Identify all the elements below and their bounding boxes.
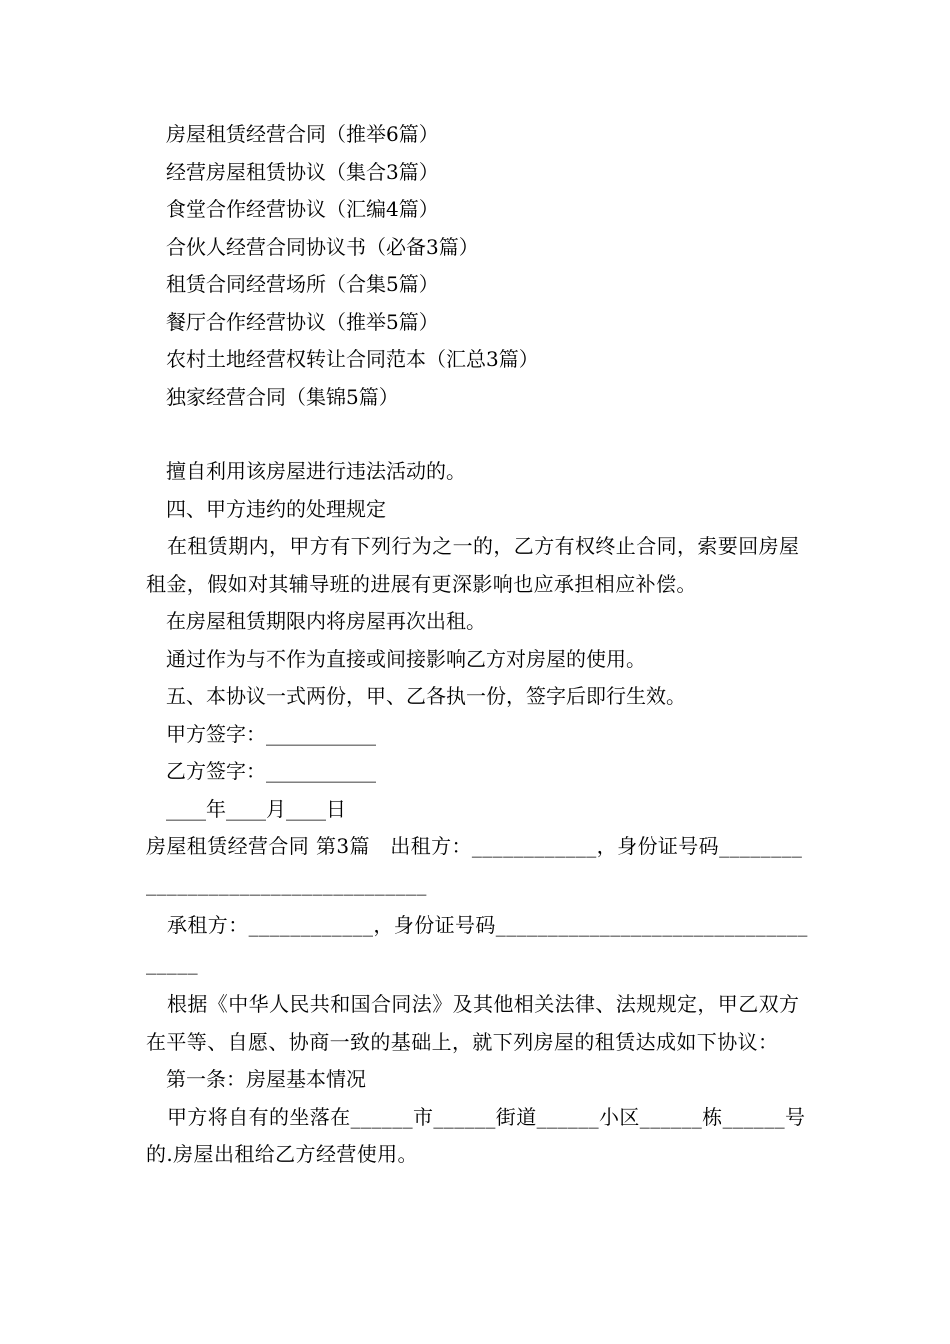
spacer — [146, 416, 810, 453]
lessee-line: 承租方：____________，身份证号码___________________________________ — [146, 913, 808, 975]
toc-item[interactable]: 房屋租赁经营合同（推举6篇） — [166, 122, 439, 146]
toc-item[interactable]: 餐厅合作经营协议（推举5篇） — [166, 309, 439, 334]
document-body — [146, 116, 810, 1174]
body-line: 在房屋租赁期限内将房屋再次出租。 — [166, 609, 486, 633]
toc-list — [146, 116, 810, 416]
body-line: 擅自利用该房屋进行违法活动的。 — [166, 459, 466, 483]
section-heading-breach: 四、甲方违约的处理规定 — [166, 496, 386, 521]
body-paragraph: 根据《中华人民共和国合同法》及其他相关法律、法规规定，甲乙双方在平等、自愿、协商一致的基础上，就下列房屋的租赁达成如下协议： — [146, 992, 800, 1054]
body-paragraph: 甲方将自有的坐落在______市______街道______小区______栋______号的.房屋出租给乙方经营使用。 — [146, 1104, 806, 1166]
section-heading-copies: 五、本协议一式两份，甲、乙各执一份，签字后即行生效。 — [166, 684, 686, 708]
party-a-signature-line: 甲方签字：___________ — [166, 721, 376, 746]
toc-item[interactable]: 经营房屋租赁协议（集合3篇） — [166, 159, 439, 184]
date-line: ____年____月____日 — [166, 796, 346, 821]
toc-item[interactable]: 租赁合同经营场所（合集5篇） — [166, 272, 439, 296]
toc-item[interactable]: 食堂合作经营协议（汇编4篇） — [166, 197, 439, 221]
toc-item[interactable]: 独家经营合同（集锦5篇） — [166, 384, 399, 409]
party-b-signature-line: 乙方签字：___________ — [166, 759, 376, 783]
contract-heading-lessor: 房屋租赁经营合同 第3篇 出租方：____________，身份证号码___________________________________ — [146, 834, 803, 896]
body-line: 通过作为与不作为直接或间接影响乙方对房屋的使用。 — [166, 646, 646, 671]
toc-item[interactable]: 农村土地经营权转让合同范本（汇总3篇） — [166, 347, 539, 371]
article-heading-1: 第一条：房屋基本情况 — [166, 1067, 366, 1091]
body-paragraph: 在租赁期内，甲方有下列行为之一的，乙方有权终止合同，索要回房屋租金，假如对其辅导班的进展有更深影响也应承担相应补偿。 — [146, 534, 800, 596]
toc-item[interactable]: 合伙人经营合同协议书（必备3篇） — [166, 234, 479, 259]
